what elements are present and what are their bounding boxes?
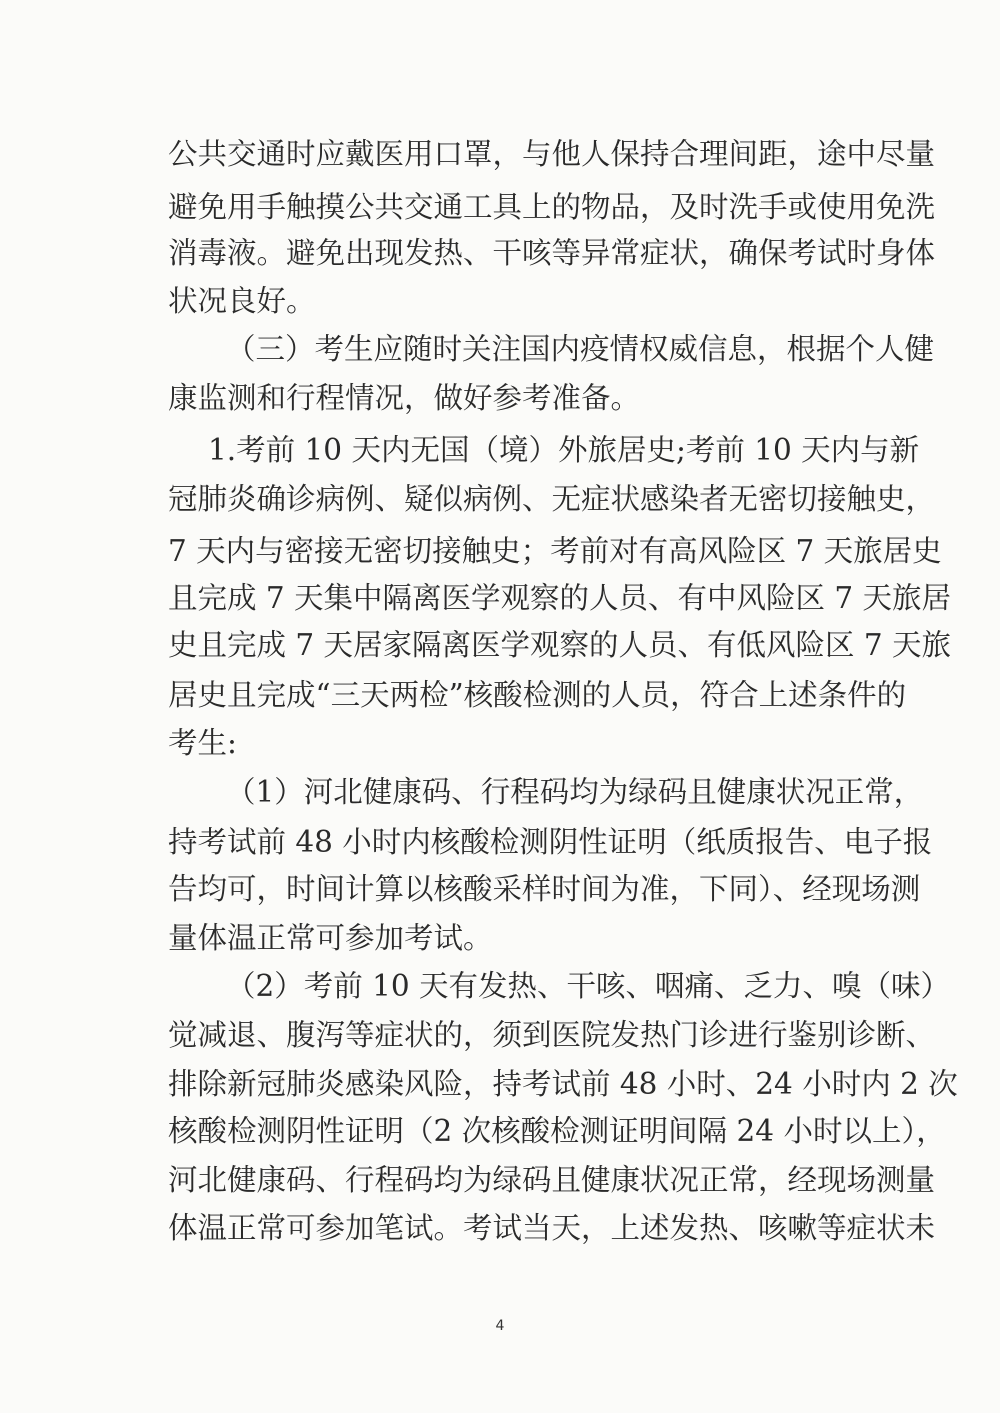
sub-item-line: （1）河北健康码、行程码均为绿码且健康状况正常，	[226, 775, 924, 809]
text-line: 持考试前 48 小时内核酸检测阴性证明（纸质报告、电子报	[168, 825, 933, 859]
text-line: 消毒液。避免出现发热、干咳等异常症状，确保考试时身体	[168, 236, 936, 270]
text-line: 考生:	[168, 726, 237, 760]
text-line: 量体温正常可参加考试。	[168, 921, 493, 955]
text-line: 体温正常可参加笔试。考试当天，上述发热、咳嗽等症状未	[168, 1211, 936, 1245]
numbered-item-line: 1.考前 10 天内无国（境）外旅居史;考前 10 天内与新	[208, 433, 920, 467]
text-line: 排除新冠肺炎感染风险，持考试前 48 小时、24 小时内 2 次	[168, 1067, 958, 1101]
text-line: 史且完成 7 天居家隔离医学观察的人员、有低风险区 7 天旅	[168, 628, 952, 662]
text-line: 告均可，时间计算以核酸采样时间为准，下同）、经现场测	[168, 872, 921, 906]
text-line: 河北健康码、行程码均为绿码且健康状况正常，经现场测量	[168, 1163, 936, 1197]
text-line: 公共交通时应戴医用口罩，与他人保持合理间距，途中尽量	[168, 137, 936, 171]
text-line: 冠肺炎确诊病例、疑似病例、无症状感染者无密切接触史，	[168, 482, 936, 516]
text-line: 且完成 7 天集中隔离医学观察的人员、有中风险区 7 天旅居	[168, 581, 952, 615]
text-line: 7 天内与密接无密切接触史；考前对有高风险区 7 天旅居史	[168, 534, 942, 568]
text-line: 避免用手触摸公共交通工具上的物品，及时洗手或使用免洗	[168, 190, 936, 224]
text-line: 核酸检测阴性证明（2 次核酸检测证明间隔 24 小时以上），	[168, 1114, 946, 1148]
sub-item-line: （2）考前 10 天有发热、干咳、咽痛、乏力、嗅（味）	[226, 969, 951, 1003]
text-line: 居史且完成“三天两检”核酸检测的人员，符合上述条件的	[168, 678, 907, 712]
text-line: 状况良好。	[168, 284, 316, 318]
paragraph-heading-line: （三）考生应随时关注国内疫情权威信息，根据个人健	[226, 332, 935, 366]
text-line: 康监测和行程情况，做好参考准备。	[168, 381, 641, 415]
page-number: 4	[495, 1318, 505, 1334]
text-line: 觉减退、腹泻等症状的，须到医院发热门诊进行鉴别诊断、	[168, 1018, 936, 1052]
